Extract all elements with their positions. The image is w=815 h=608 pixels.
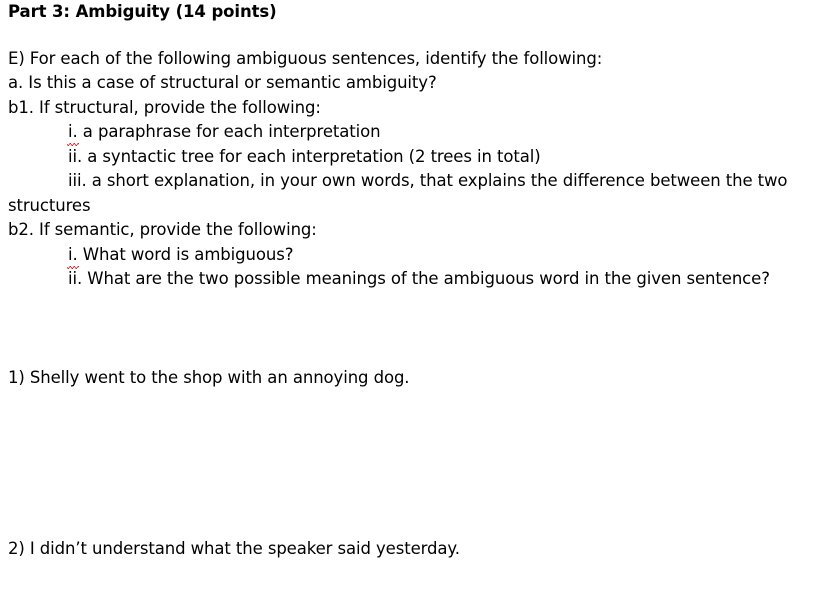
b2-subitem-i: [68, 243, 293, 267]
b1-subitem-iii-continuation: structures: [8, 196, 91, 215]
b1-subitem-ii: ii. a syntactic tree for each interpretation (2 trees in total): [68, 147, 541, 166]
spellcheck-marker: i.: [68, 120, 78, 144]
section-heading: Part 3: Ambiguity (14 points): [8, 2, 277, 21]
sentence-2: 2) I didn’t understand what the speaker said yesterday.: [8, 539, 460, 558]
instruction-item-a: a. Is this a case of structural or semantic ambiguity?: [8, 73, 437, 92]
b2-subitem-ii: ii. What are the two possible meanings of the ambiguous word in the given sentence?: [68, 269, 770, 288]
b1-subitem-iii: iii. a short explanation, in your own words, that explains the difference between the two: [68, 171, 788, 190]
spellcheck-marker: i.: [68, 243, 78, 267]
b2-subitem-i-text: What word is ambiguous?: [77, 245, 294, 264]
instruction-item-b1: b1. If structural, provide the following:: [8, 98, 321, 117]
instruction-item-b2: b2. If semantic, provide the following:: [8, 220, 317, 239]
sentence-1: 1) Shelly went to the shop with an annoying dog.: [8, 368, 410, 387]
instructions-intro: E) For each of the following ambiguous sentences, identify the following:: [8, 49, 603, 68]
b1-subitem-i-text: a paraphrase for each interpretation: [77, 122, 381, 141]
b1-subitem-i: [68, 120, 381, 144]
